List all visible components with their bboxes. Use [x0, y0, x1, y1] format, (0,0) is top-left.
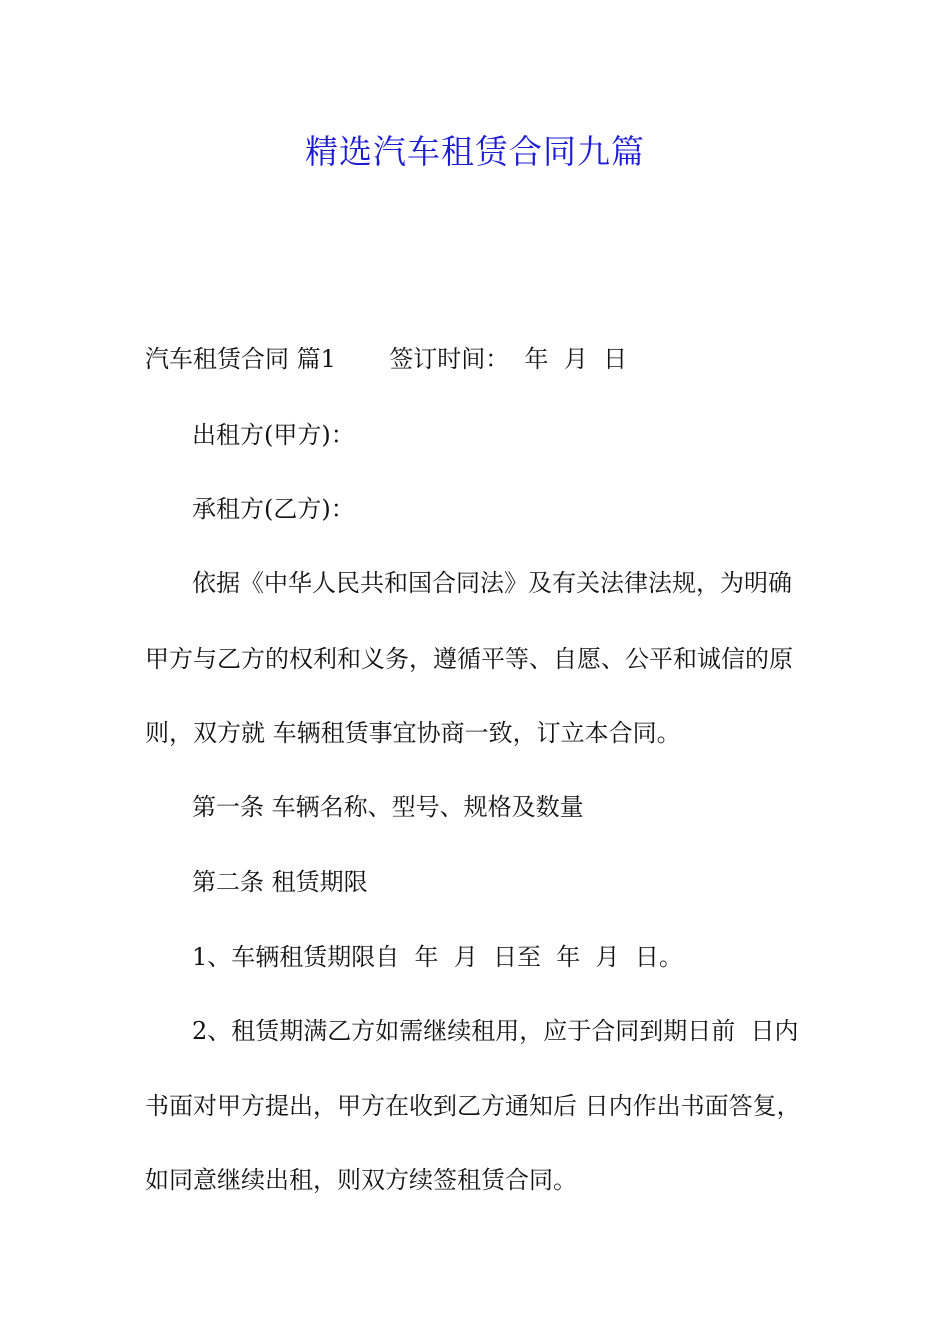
clause-line: 2、租赁期满乙方如需继续租用，应于合同到期日前 日内: [192, 1017, 799, 1045]
paragraph-line: 依据《中华人民共和国合同法》及有关法律法规，为明确: [192, 569, 792, 597]
article-heading-1: 第一条 车辆名称、型号、规格及数量: [192, 793, 584, 821]
article-heading-2: 第二条 租赁期限: [192, 868, 368, 896]
lessee-line: 承租方(乙方)：: [192, 495, 355, 523]
document-title: 精选汽车租赁合同九篇: [305, 132, 645, 171]
clause-line: 书面对甲方提出，甲方在收到乙方通知后 日内作出书面答复，: [145, 1092, 801, 1120]
lessor-line: 出租方(甲方)：: [192, 421, 355, 449]
paragraph-line: 甲方与乙方的权利和义务，遵循平等、自愿、公平和诚信的原: [145, 645, 793, 673]
clause-line: 如同意继续出租，则双方续签租赁合同。: [145, 1166, 577, 1194]
contract-heading-line: 汽车租赁合同 篇1 签订时间： 年 月 日: [145, 345, 628, 373]
clause-line: 1、车辆租赁期限自 年 月 日至 年 月 日。: [192, 943, 683, 971]
paragraph-line: 则，双方就 车辆租赁事宜协商一致，订立本合同。: [145, 719, 681, 747]
